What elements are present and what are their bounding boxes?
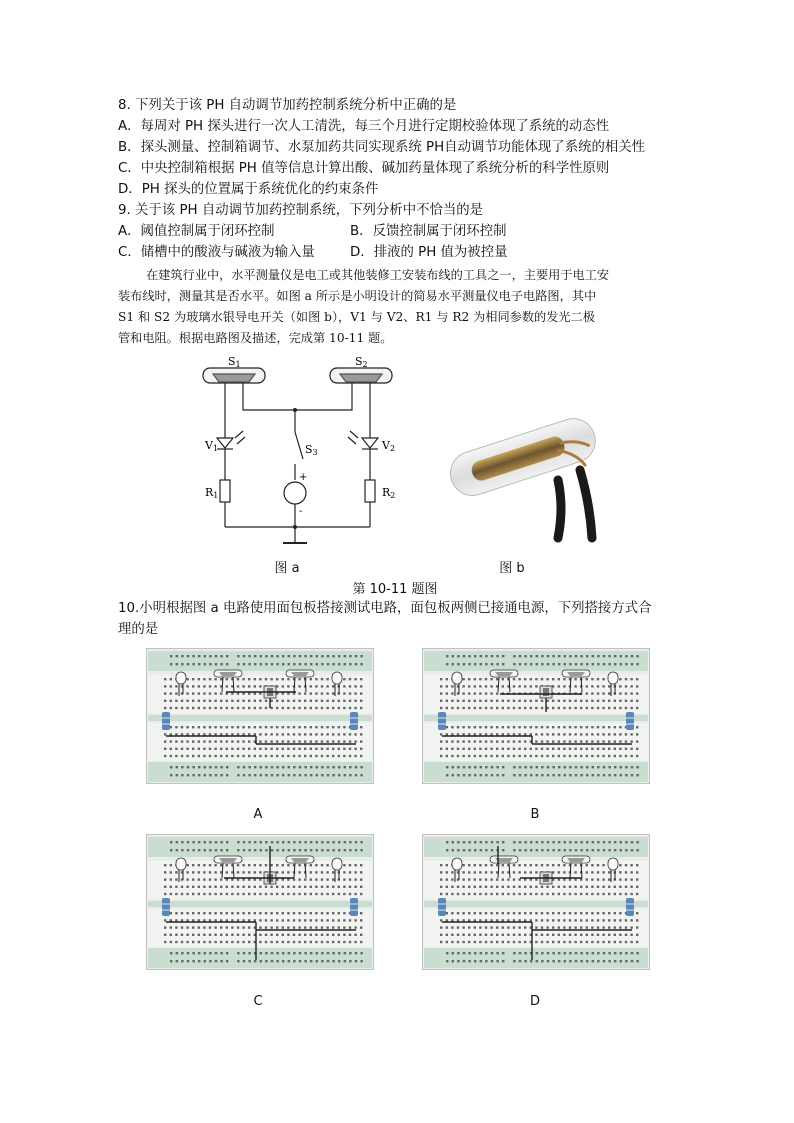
option-label-c[interactable]: C — [253, 994, 263, 1009]
figure-group-caption: 第 10-11 题图 — [352, 582, 438, 597]
label-v1: V1 — [205, 439, 219, 453]
r2-resistor — [365, 480, 375, 502]
breadboard-option-d — [422, 834, 650, 970]
breadboard-option-a — [146, 648, 374, 784]
s3-switch — [295, 432, 303, 459]
r1-resistor — [220, 480, 230, 502]
circuit-diagram — [195, 352, 425, 552]
passage-line-1: 在建筑行业中，水平测量仪是电工或其他装修工安装布线的工具之一，主要用于电工安 — [146, 268, 610, 282]
label-r2: R2 — [382, 486, 396, 500]
label-minus: - — [299, 506, 303, 517]
q9-stem: 9. 关于该 PH 自动调节加药控制系统，下列分析中不恰当的是 — [118, 203, 484, 218]
label-r1: R1 — [205, 486, 219, 500]
label-s2: S2 — [355, 355, 368, 369]
breadboard-option-c — [146, 834, 374, 970]
q8-stem: 8. 下列关于该 PH 自动调节加药控制系统分析中正确的是 — [118, 98, 457, 113]
label-s3: S3 — [305, 443, 318, 457]
caption-figure-a: 图 a — [274, 561, 300, 576]
q8-option-c: C．中央控制箱根据 PH 值等信息计算出酸、碱加药量体现了系统分析的科学性原则 — [118, 161, 610, 176]
label-s1: S1 — [228, 355, 241, 369]
q9-option-d: D．排液的 PH 值为被控量 — [350, 245, 508, 260]
option-label-d[interactable]: D — [529, 994, 540, 1009]
passage-line-4: 管和电阻。根据电路图及描述，完成第 10-11 题。 — [118, 331, 393, 345]
option-label-a[interactable]: A — [253, 807, 263, 822]
label-plus: + — [299, 472, 308, 483]
q10-stem-line-2: 理的是 — [118, 622, 159, 637]
v2-led — [362, 438, 378, 448]
passage-line-3: S1 和 S2 为玻璃水银导电开关（如图 b），V1 与 V2、R1 与 R2 为相同参数的发光二极 — [118, 310, 595, 324]
mercury-switch-photo — [440, 398, 615, 543]
q8-option-a: A．每周对 PH 探头进行一次人工清洗，每三个月进行定期校验体现了系统的动态性 — [118, 119, 610, 134]
q9-option-a: A．阈值控制属于闭环控制 — [118, 224, 275, 239]
q10-stem-line-1: 10.小明根据图 a 电路使用面包板搭接测试电路，面包板两侧已接通电源，下列搭接方式合 — [118, 601, 652, 616]
q9-option-b: B．反馈控制属于闭环控制 — [350, 224, 507, 239]
breadboard-option-b — [422, 648, 650, 784]
caption-figure-b: 图 b — [499, 561, 525, 576]
s1-mercury — [213, 374, 255, 382]
q8-option-b: B．探头测量、控制箱调节、水泵加药共同实现系统 PH自动调节功能体现了系统的相关性 — [118, 140, 646, 155]
option-label-b[interactable]: B — [530, 807, 540, 822]
label-v2: V2 — [382, 439, 396, 453]
passage-line-2: 装布线时，测量其是否水平。如图 a 所示是小明设计的简易水平测量仪电子电路图，其中 — [118, 289, 597, 303]
q9-option-c: C．储槽中的酸液与碱液为输入量 — [118, 245, 315, 260]
power-source — [284, 482, 306, 504]
s2-mercury — [340, 374, 382, 382]
v1-led — [217, 438, 233, 448]
q8-option-d: D．PH 探头的位置属于系统优化的约束条件 — [118, 182, 379, 197]
